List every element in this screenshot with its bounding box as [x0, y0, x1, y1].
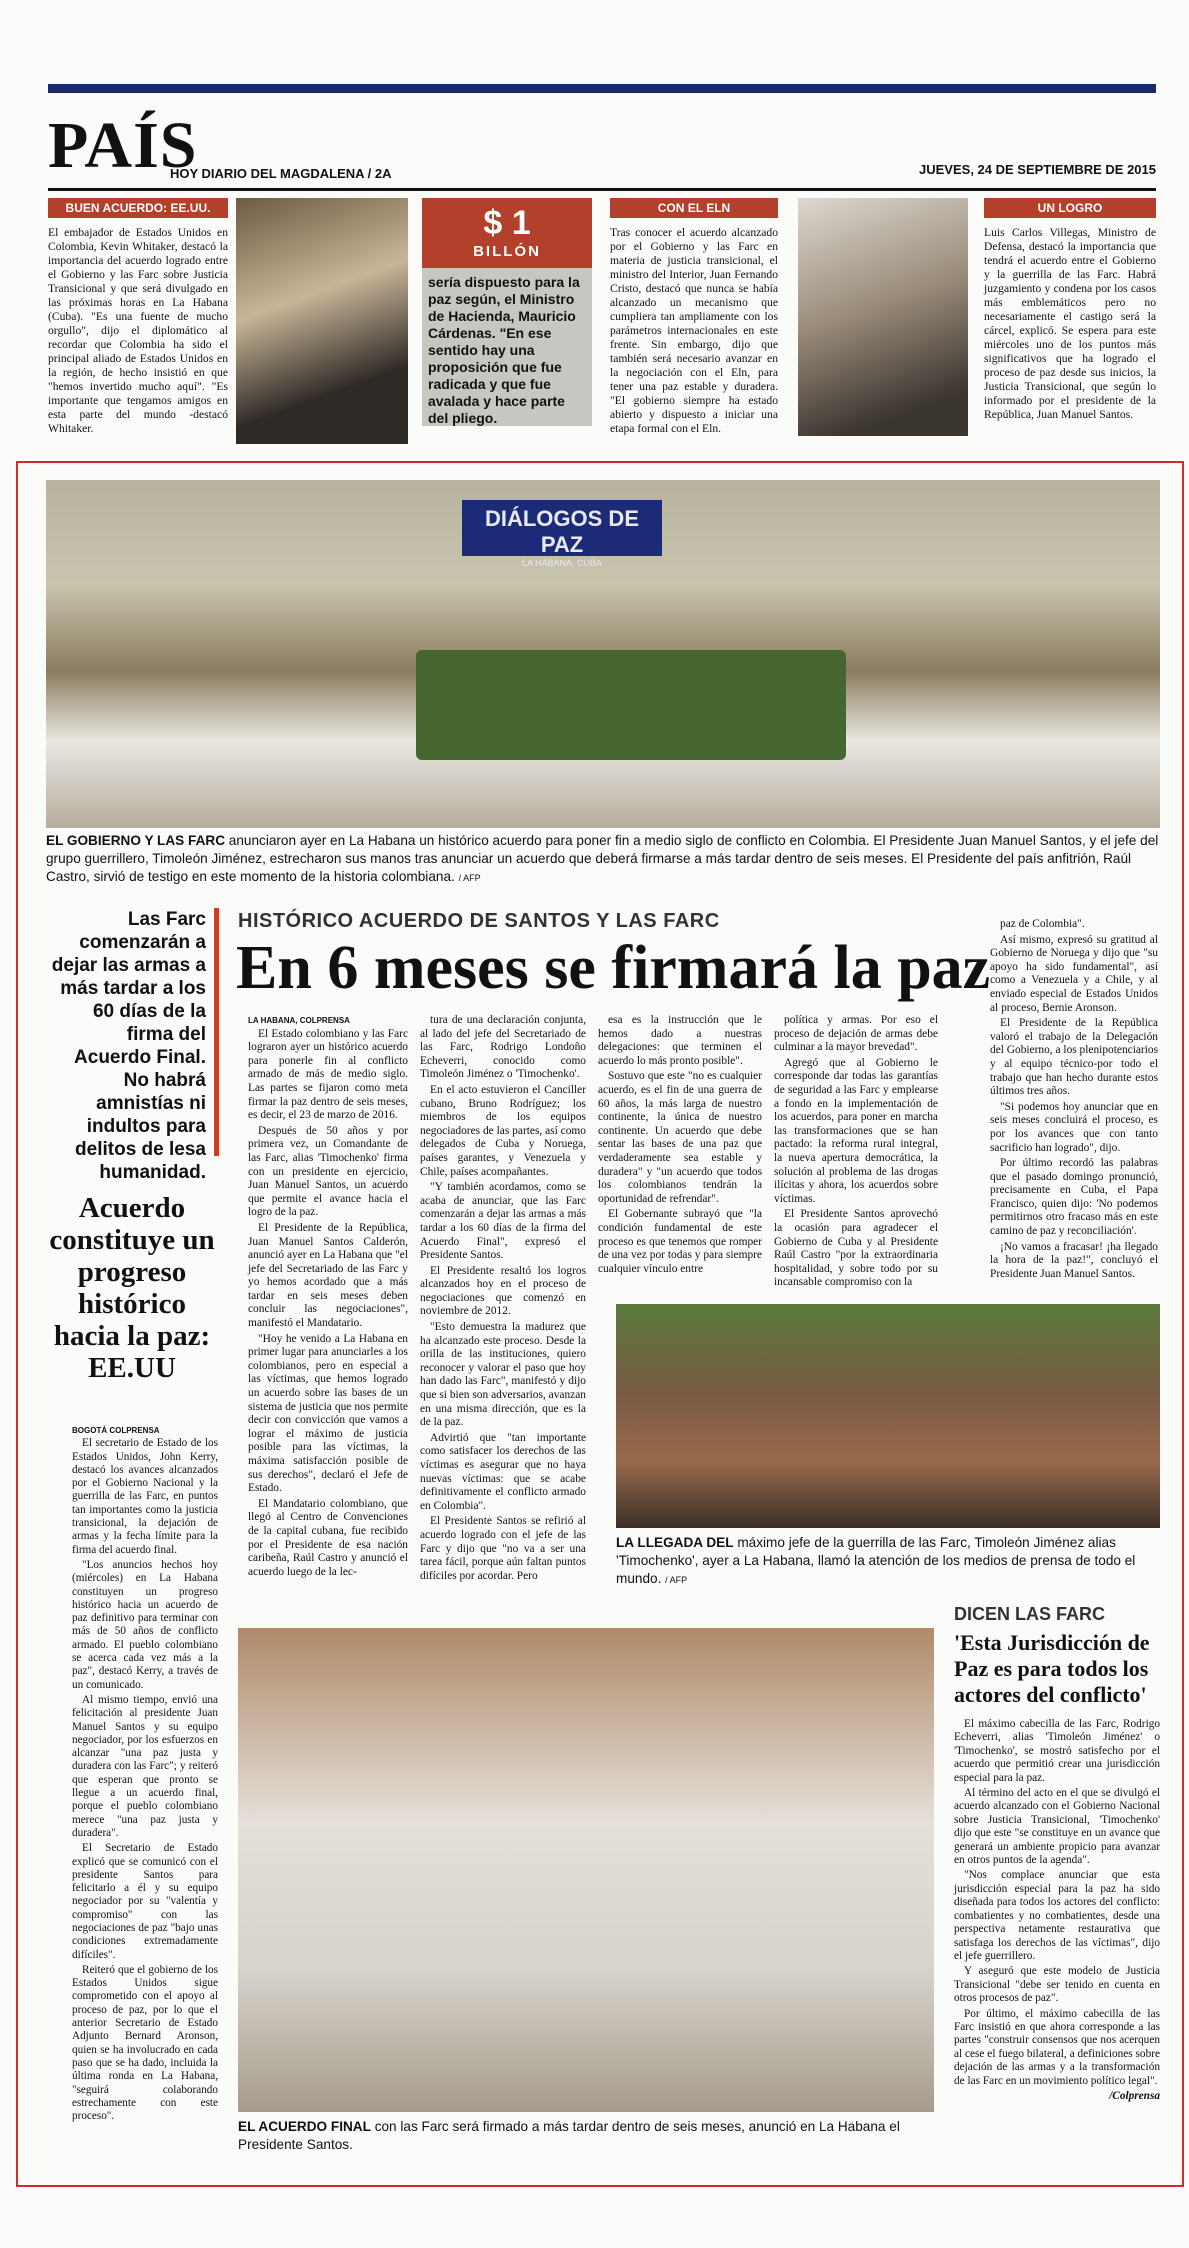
- issue-date: JUEVES, 24 DE SEPTIEMBRE DE 2015: [919, 162, 1156, 177]
- logro-brief: [984, 198, 1156, 422]
- article-headline: En 6 meses se firmará la paz: [236, 934, 991, 1002]
- billon-brief: [422, 198, 592, 436]
- article-column-1: LA HABANA, COLPRENSA El Estado colombiano y las Farc lograron ayer un histórico acuerdo para ponerle fin al conflicto armado de más de medio siglo. Las partes se fijaron como meta firmar la paz dentro de seis meses, es decir, el 23 de marzo de 2016. Después de 50 años y por primera vez, un Comandante de las Farc, alias 'Timochenko' firma con un presidente en ejercicio, Juan Manuel Santos, un acuerdo que permite el avance hacia el logro de la paz. El Presidente de la República, Juan Manuel Santos Calderón, anunció ayer en La Habana que "el jefe del Secretariado de las Farc y yo hemos acordado que a más tardar en seis meses deben concluir las negociaciones", manifestó el Mandatario. "Hoy he venido a La Habana en primer lugar para anunciarles a los colombianos, pero en especial a las víctimas, que hemos logrado un acuerdo sobre las bases de un sistema de justicia que nos permite decir con convicción que vamos a lograr el máximo de justicia posible para las víctimas, la máxima satisfacción posible de sus derechos", declaró el Jefe de Estado. El Mandatario colombiano, que llegó al Centro de Convenciones de la capital cubana, fue recibido por el Presidente de esa nación caribeña, Raúl Castro y anunció el acuerdo luego de la lec-: [248, 1016, 408, 1578]
- billon-unit: BILLÓN: [473, 243, 541, 260]
- top-color-bar: [48, 84, 1156, 93]
- buen-acuerdo-brief: [48, 198, 228, 436]
- article-column-2: tura de una declaración conjunta, al lado del jefe del Secretariado de las Farc, Rodrigo Londoño Echeverri, conocido como Timoleón Jiménez o 'Timochenko'. En el acto estuvieron el Canciller cubano, Bruno Rodríguez; los miembros de los equipos negociadores de las partes, así como delegados de Cuba y Noruega, países garantes, y Venezuela y Chile, países acompañantes. "Y también acordamos, como se acaba de anunciar, que las Farc comenzarán a dejar las armas a más tardar a los 60 días de la firma del Acuerdo Final", expresó el Presidente Santos. El Presidente resaltó los logros alcanzados hoy en el proceso de negociaciones que comenzó en noviembre de 2012. "Esto demuestra la madurez que ha alcanzado este proceso. Desde la orilla de las instituciones, quiero reconocer y valorar el paso que hoy han dado las Farc", manifestó y dijo que si bien son adversarios, avanzan en una misma dirección, que es la de la paz. Advirtió que "tan importante como satisfacer los derechos de las víctimas es asegurar que no haya nuevas víctimas: que se acabe definitivamente el conflicto armado en Colombia". El Presidente Santos se refirió al acuerdo logrado con el jefe de las Farc y dijo que "no va a ser una tarea fácil, porque aún faltan puntos difíciles por acordar. Pero: [420, 1014, 586, 1582]
- article-column-4: política y armas. Por eso el proceso de dejación de armas debe culminar a la mayor brevedad". Agregó que al Gobierno le corresponde dar todas las garantías de seguridad a las Farc y emplearse a fondo en la implementación de los acuerdos, para poner en marcha las transformaciones que se han pactado: la reforma rural integral, la nueva apertura democrática, la solución al problema de las drogas ilícitas y ahora, los acuerdos sobre víctimas. El Presidente Santos aprovechó la ocasión para agradecer el Gobierno de Cuba y al Presidente Raúl Castro "por la extraordinaria hospitalidad, y sobre todo por su incansable compromiso con la: [774, 1014, 938, 1289]
- flower-planter: [416, 650, 846, 760]
- handshake-photo: [238, 1628, 934, 2112]
- us-story-headline: Acuerdo constituye un progreso histórico hacia la paz: EE.UU: [49, 1192, 215, 1384]
- pullquote: Las Farc comenzarán a dejar las armas a más tardar a los 60 días de la firma del Acuerdo Final. No habrá amnistías ni indultos para delitos de lesa humanidad.: [51, 909, 206, 1183]
- farc-kicker: DICEN LAS FARC: [954, 1604, 1106, 1624]
- timochenko-arrival-photo: [616, 1304, 1160, 1528]
- minister-photo: [798, 198, 968, 436]
- photo-caption-1: EL GOBIERNO Y LAS FARC anunciaron ayer en La Habana un histórico acuerdo para poner fin a medio siglo de conflicto en Colombia. El Presidente Juan Manuel Santos, y el jefe del grupo guerrillero, Timoleón Jiménez, estrecharon sus manos tras anunciar un acuerdo que deberá firmarse a más tardar dentro de seis meses. El Presidente del país anfitrión, Raúl Castro, sirvió de testigo en este momento de la historia colombiana. / AFP: [46, 833, 1159, 884]
- article-kicker: HISTÓRICO ACUERDO DE SANTOS Y LAS FARC: [238, 910, 720, 932]
- ambassador-photo: [236, 198, 408, 444]
- billon-amount: $ 1: [483, 204, 531, 242]
- buen-acuerdo-tag: BUEN ACUERDO: EE.UU.: [48, 198, 228, 218]
- masthead: [48, 100, 1156, 191]
- buen-acuerdo-text: El embajador de Estados Unidos en Colombia, Kevin Whitaker, destacó la importancia del acuerdo logrado entre el Gobierno y las Farc sobre Justicia Transicional y que será divulgado en las próximas horas en La Habana (Cuba). "Es una fuente de mucho orgullo", dijo el diplomático al recordar que Colombia ha sido el principal aliado de Estados Unidos en la región, de hecho insistió en que "hemos invertido mucho aquí". "Es importante que tengamos amigos en esta parte del mundo -destacó Whitaker.: [48, 226, 228, 435]
- logro-text: Luis Carlos Villegas, Ministro de Defensa, destacó la importancia que tendrá el acuerdo entre el Gobierno y la guerrilla de las Farc. Habrá juzgamiento y condena por los casos más emblemáticos pero no necesariamente el castigo será la cárcel, explicó. Se espera para este miércoles uno de los puntos más significativos que ha logrado el proceso de paz desde sus inicios, la Justicia Transicional, que según lo informado por el presidente de la República, Juan Manuel Santos.: [984, 226, 1156, 421]
- pullquote-rule: [214, 908, 219, 1156]
- article-column-3: esa es la instrucción que le hemos dado a nuestras delegaciones: que terminen el acuerdo lo más pronto posible". Sostuvo que este "no es cualquier acuerdo, es el fin de una guerra de 60 años, la más larga de nuestro continente, la única de nuestro continente. Un acuerdo que debe sentar las bases de una paz que verdaderamente sea estable y duradera" y "un acuerdo que todos los colombianos tendrán la oportunidad de refrendar". El Gobernante subrayó que "la condición fundamental de este proceso es que tenemos que romper de una vez por todas y para siempre cualquier vínculo entre: [598, 1014, 762, 1275]
- eln-brief: [610, 198, 778, 436]
- eln-tag: CON EL ELN: [610, 198, 778, 218]
- article-column-5: paz de Colombia". Así mismo, expresó su gratitud al Gobierno de Noruega y dijo que "su apoyo ha sido fundamental", así como a Venezuela y a Chile, y al enviado especial de Estados Unidos al proceso, Bernie Aronson. El Presidente de la República valoró el trabajo de la Delegación del Gobierno, a los plenipotenciarios y al equipo técnico-por todo el trabajo que han hecho durante estos últimos tres años. "Si podemos hoy anunciar que en seis meses concluirá el proceso, es por los avances que con tanto sacrificio han logrado", dijo. Por último recordó las palabras que el pasado domingo pronunció, precisamente en Cuba, el Papa Francisco, quien dijo: 'No podemos permitirnos otro fracaso más en este camino de paz y reconciliación'. ¡No vamos a fracasar! ¡ha llegado la hora de la paz!", concluyó el Presidente Juan Manuel Santos.: [990, 918, 1158, 1280]
- us-story-body: BOGOTÁ COLPRENSA El secretario de Estado de los Estados Unidos, John Kerry, destacó los avances alcanzados por el Gobierno Nacional y la guerrilla de las Farc, en puntos tan importantes como la justicia transicional, la dejación de armas y la fecha límite para la firma del acuerdo final. "Los anuncios hechos hoy (miércoles) en La Habana constituyen un progreso histórico hacia un acuerdo de paz definitivo para terminar con más de 50 años de conflicto armado. El pueblo colombiano se acerca cada vez más a la paz", destacó Kerry, a través de un comunicado. Al mismo tiempo, envió una felicitación al presidente Juan Manuel Santos y su equipo negociador, por los esfuerzos en alcanzar "una paz justa y duradera con las Farc"; y reiteró que esperan que pronto se llegue a un acuerdo final, porque el pueblo colombiano merece "una paz justa y duradera". El Secretario de Estado explicó que se comunicó con el presidente Santos para felicitarlo a él y su equipo negociador por su "valentía y compromiso" con las negociaciones de paz "bajo unas condiciones extremadamente difíciles". Reiteró que el gobierno de los Estados Unidos sigue comprometido con el apoyo al proceso de paz, por lo que el anterior Secretario de Estado Adjunto Bernard Aronson, quien se ha involucrado en cada paso que se ha dado, incluida la última ronda en La Habana, "seguirá colaborando estrechamente con este proceso".: [72, 1426, 218, 2123]
- eln-text: Tras conocer el acuerdo alcanzado por el Gobierno y las Farc en materia de justicia transicional, el ministro del Interior, Juan Fernando Cristo, destacó que nunca se había alcanzado un mecanismo que cumpliera tan ampliamente con los parámetros internacionales en este frente. Sin embargo, dijo que también será necesario avanzar en la negociación con el Eln, para tener una paz estable y duradera. "El gobierno siempre ha estado abierto y dispuesto a iniciar una etapa formal con el Eln.: [610, 226, 778, 435]
- dialogues-banner: DIÁLOGOS DE PAZ LA HABANA, CUBA: [462, 500, 662, 556]
- section-title: PAÍS: [48, 109, 198, 182]
- farc-headline: 'Esta Jurisdicción de Paz es para todos los actores del conflicto': [954, 1630, 1150, 1707]
- logro-tag: UN LOGRO: [984, 198, 1156, 218]
- photo-caption-3: EL ACUERDO FINAL con las Farc será firmado a más tardar dentro de seis meses, anunció en La Habana el Presidente Santos.: [238, 2119, 900, 2152]
- billon-text: sería dispuesto para la paz según, el Ministro de Hacienda, Mauricio Cárdenas. "En ese sentido hay una proposición que fue radicada y que fue avalada y hace parte del pliego.: [422, 268, 592, 426]
- dialogues-photo: [46, 480, 1160, 828]
- farc-body: El máximo cabecilla de las Farc, Rodrigo Echeverri, alias 'Timoleón Jiménez' o 'Timochenko', se mostró satisfecho por el acuerdo que permitió crear una jurisdicción especial para la paz. Al término del acto en el que se divulgó el acuerdo alcanzado con el Gobierno Nacional sobre Justicia Transicional, 'Timochenko' dijo que este "se constituye en un avance que generará un ambiente propicio para avanzar en otros puntos de la agenda". "Nos complace anunciar que esta jurisdicción especial para la paz ha sido diseñada para todos los actores del conflicto: combatientes y no combatientes, desde una perspectiva netamente restaurativa que satisfaga los derechos de las víctimas", dijo el jefe guerrillero. Y aseguró que este modelo de Justicia Transicional "debe ser tenido en cuenta en otros procesos de paz". Por último, el máximo cabecilla de las Farc insistió en que ahora corresponde a las partes "construir consensos que nos acerquen al cese el fuego bilateral, a definiciones sobre dejación de las armas y a la transformación de las Farc en un movimiento político legal". /Colprensa: [954, 1718, 1160, 2102]
- newspaper-name: HOY DIARIO DEL MAGDALENA / 2A: [170, 166, 392, 181]
- photo-caption-2: LA LLEGADA DEL máximo jefe de la guerrilla de las Farc, Timoleón Jiménez alias 'Timochenko', ayer a La Habana, llamó la atención de los medios de prensa de todo el mundo. / AFP: [616, 1535, 1136, 1586]
